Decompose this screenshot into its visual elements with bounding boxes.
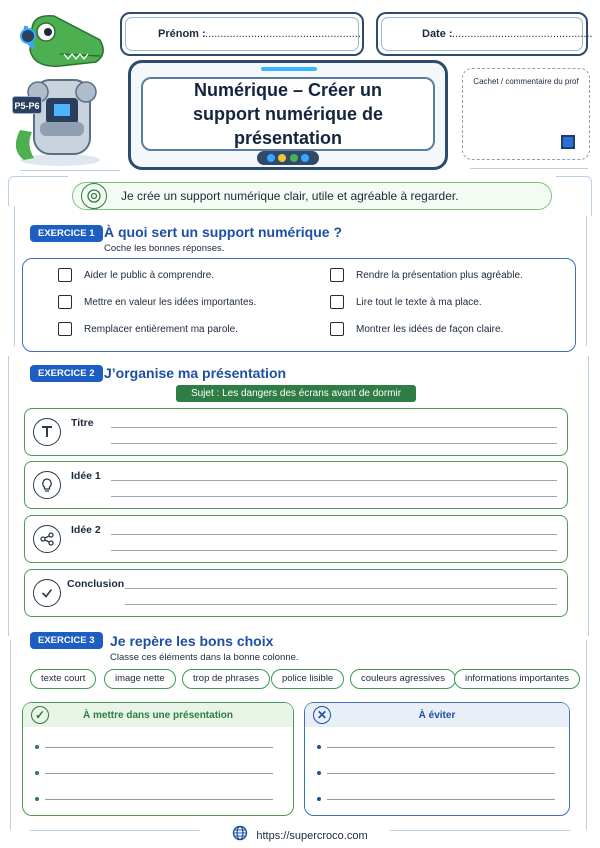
checkbox[interactable]: [330, 295, 344, 309]
objective-text: Je crée un support numérique clair, utile et agréable à regarder.: [121, 189, 459, 203]
circuit-decoration: [8, 356, 9, 636]
page-title-line2: support numérique de présentation: [192, 104, 383, 148]
answer-line[interactable]: [125, 588, 557, 589]
answer-line[interactable]: [111, 443, 557, 444]
title-glow-bar: [261, 67, 317, 71]
level-badge: P5-P6: [12, 96, 42, 114]
answer-line[interactable]: [125, 604, 557, 605]
exercise1-title: À quoi sert un support numérique ?: [104, 224, 342, 240]
checkbox-item[interactable]: [58, 268, 214, 282]
exercise1-instruction: Coche les bonnes réponses.: [104, 243, 225, 254]
column-bad-title: À éviter: [418, 709, 456, 721]
answer-line[interactable]: [327, 773, 555, 774]
subject-banner: Sujet : Les dangers des écrans avant de dormir: [176, 385, 416, 402]
date-label: Date :: [422, 28, 453, 40]
bullet-dot: [317, 797, 321, 801]
target-icon: [81, 183, 107, 209]
circuit-decoration: [586, 640, 587, 830]
exercise1-badge: EXERCICE 1: [30, 225, 103, 242]
answer-line[interactable]: [111, 496, 557, 497]
check-circle-icon: [33, 579, 61, 607]
exercise3-instruction: Classe ces éléments dans la bonne colonne.: [110, 652, 299, 663]
column-good: [22, 702, 294, 816]
teacher-stamp-box[interactable]: [462, 68, 590, 160]
word-chip[interactable]: informations importantes: [454, 669, 580, 689]
date-input-line[interactable]: ..............................................: [452, 28, 593, 40]
checkbox-label: Remplacer entièrement ma parole.: [84, 323, 238, 335]
website-link[interactable]: https://supercroco.com: [256, 829, 368, 842]
bullet-dot: [317, 745, 321, 749]
checkbox[interactable]: [58, 268, 72, 282]
exercise2-badge: EXERCICE 2: [30, 365, 103, 382]
light-dot: [278, 154, 286, 162]
check-circle-icon: ✓: [31, 706, 49, 724]
word-chip[interactable]: texte court: [30, 669, 96, 689]
checkbox-item[interactable]: [330, 322, 503, 336]
column-bad-header: [305, 703, 569, 727]
title-lights: [257, 151, 319, 165]
checkbox-label: Mettre en valeur les idées importantes.: [84, 296, 257, 308]
column-good-title: À mettre dans une présentation: [82, 709, 234, 721]
word-chip[interactable]: police lisible: [271, 669, 344, 689]
row-label: Conclusion: [67, 578, 125, 590]
answer-line[interactable]: [45, 747, 273, 748]
checkbox-item[interactable]: [58, 295, 256, 309]
title-panel: [141, 77, 435, 151]
row-label: Idée 2: [71, 524, 101, 536]
circuit-decoration: [556, 176, 592, 216]
x-circle-icon: ✕: [313, 706, 331, 724]
microchip-icon: [561, 135, 575, 149]
checkbox-label: Montrer les idées de façon claire.: [356, 323, 504, 335]
answer-line[interactable]: [111, 480, 557, 481]
light-dot: [301, 154, 309, 162]
circuit-decoration: [20, 170, 120, 171]
answer-line[interactable]: [45, 773, 273, 774]
exercise3-badge: EXERCICE 3: [30, 632, 103, 649]
light-dot: [290, 154, 298, 162]
checkbox-item[interactable]: [330, 268, 523, 282]
checkbox[interactable]: [330, 268, 344, 282]
prenom-input-line[interactable]: ....................................................: [202, 28, 361, 40]
bullet-dot: [35, 797, 39, 801]
answer-line[interactable]: [327, 747, 555, 748]
circuit-decoration: [14, 206, 15, 346]
circuit-decoration: [588, 356, 589, 636]
column-bad: [304, 702, 570, 816]
word-chip[interactable]: trop de phrases: [182, 669, 270, 689]
row-label: Titre: [71, 417, 94, 429]
column-good-header: [23, 703, 293, 727]
row-label: Idée 1: [71, 470, 101, 482]
checkbox-item[interactable]: [58, 322, 238, 336]
bullet-dot: [35, 771, 39, 775]
circuit-decoration: [8, 176, 68, 206]
exercise3-title: Je repère les bons choix: [110, 633, 274, 649]
footer: [0, 825, 600, 846]
checkbox-label: Rendre la présentation plus agréable.: [356, 269, 523, 281]
letter-t-icon: [33, 418, 61, 446]
circuit-decoration: [470, 168, 588, 169]
outline-row-conclusion: [24, 569, 568, 617]
answer-line[interactable]: [111, 550, 557, 551]
prenom-label: Prénom :: [158, 28, 206, 40]
word-chip[interactable]: image nette: [104, 669, 176, 689]
bullet-dot: [317, 771, 321, 775]
crocodile-mascot-illustration: [4, 10, 116, 168]
objective-banner: [72, 182, 552, 210]
answer-line[interactable]: [45, 799, 273, 800]
checkbox[interactable]: [330, 322, 344, 336]
stamp-label: Cachet / commentaire du prof: [473, 77, 579, 86]
answer-line[interactable]: [111, 534, 557, 535]
light-dot: [267, 154, 275, 162]
answer-line[interactable]: [111, 427, 557, 428]
word-chip[interactable]: couleurs agressives: [350, 669, 456, 689]
circuit-decoration: [10, 640, 11, 830]
checkbox-item[interactable]: [330, 295, 482, 309]
checkbox[interactable]: [58, 295, 72, 309]
page-title-line1: Numérique – Créer un: [193, 80, 383, 100]
checkbox[interactable]: [58, 322, 72, 336]
checkbox-label: Aider le public à comprendre.: [84, 269, 215, 281]
bullet-dot: [35, 745, 39, 749]
answer-line[interactable]: [327, 799, 555, 800]
circuit-decoration: [586, 216, 587, 346]
globe-icon: [232, 825, 248, 846]
exercise2-title: J’organise ma présentation: [104, 365, 287, 381]
outline-row-idee2: [24, 515, 568, 563]
title-frame: [128, 60, 448, 170]
share-icon: [33, 525, 61, 553]
checkbox-label: Lire tout le texte à ma place.: [356, 296, 482, 308]
lightbulb-icon: [33, 471, 61, 499]
outline-row-idee1: [24, 461, 568, 509]
outline-row-titre: [24, 408, 568, 456]
